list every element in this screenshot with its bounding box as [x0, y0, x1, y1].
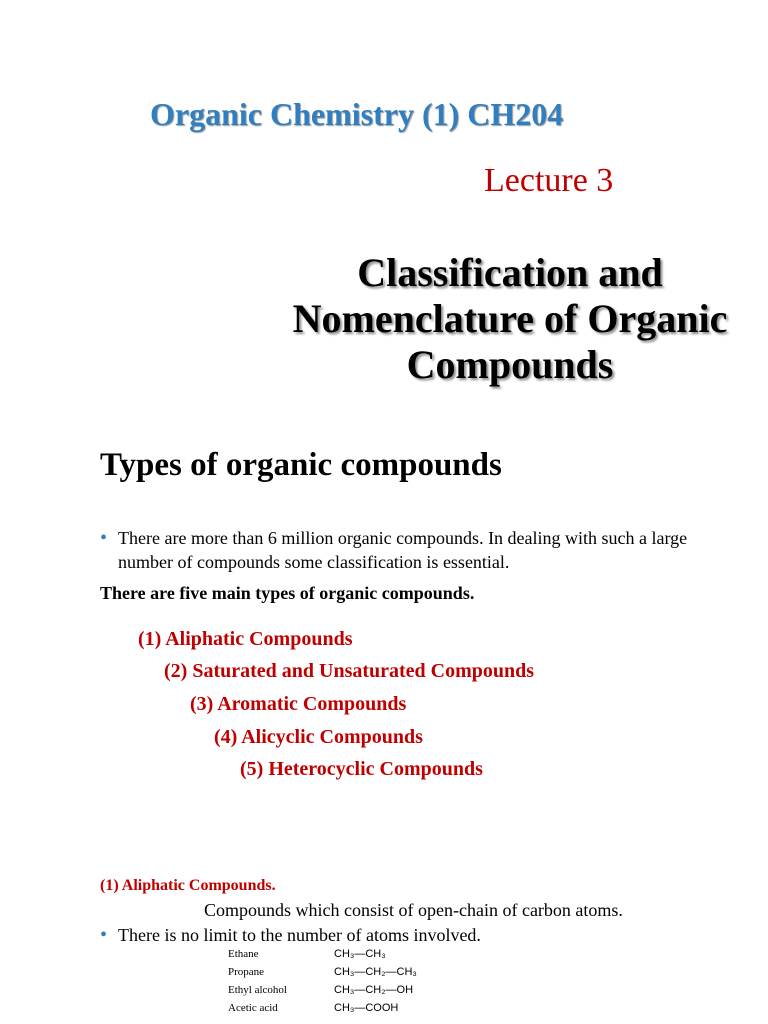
example-row — [228, 948, 498, 966]
compound-name: Propane — [228, 966, 265, 978]
examples-table — [228, 948, 498, 1020]
main-title — [240, 250, 768, 388]
course-title: Organic Chemistry (1) CH204 — [150, 96, 564, 132]
bullet-icon: • — [100, 924, 108, 946]
aliphatic-definition: Compounds which consist of open-chain of carbon atoms. — [204, 900, 623, 920]
section-heading: Types of organic compounds — [100, 447, 502, 483]
type-item: (4) Alicyclic Compounds — [214, 726, 423, 748]
limit-bullet-text: There is no limit to the number of atoms involved. — [118, 925, 481, 945]
example-row — [228, 966, 498, 984]
lecture-label: Lecture 3 — [484, 162, 614, 199]
intro-bullet — [100, 526, 720, 574]
compound-formula: CH₃—CH₃ — [334, 948, 386, 960]
five-types-statement: There are five main types of organic compounds. — [100, 583, 475, 603]
bullet-icon: • — [100, 527, 108, 549]
compound-formula: CH₃—CH₂—OH — [334, 984, 414, 996]
title-line: Classification and — [357, 250, 663, 295]
type-item: (3) Aromatic Compounds — [190, 693, 407, 715]
example-row — [228, 1002, 498, 1020]
aliphatic-heading: (1) Aliphatic Compounds. — [100, 877, 276, 894]
intro-bullet-text: There are more than 6 million organic compounds. In dealing with such a large number of compounds some classification is essential. — [118, 528, 688, 572]
compound-name: Acetic acid — [228, 1002, 278, 1014]
compound-formula: CH₃—COOH — [334, 1002, 399, 1014]
type-item: (1) Aliphatic Compounds — [138, 628, 353, 650]
limit-bullet — [100, 923, 481, 947]
title-line: Compounds — [406, 342, 614, 387]
title-line: Nomenclature of Organic — [292, 296, 728, 341]
example-row — [228, 984, 498, 1002]
compound-name: Ethyl alcohol — [228, 984, 287, 996]
compound-name: Ethane — [228, 948, 259, 960]
type-item: (5) Heterocyclic Compounds — [240, 758, 483, 780]
type-item: (2) Saturated and Unsaturated Compounds — [164, 660, 535, 682]
compound-formula: CH₃—CH₂—CH₃ — [334, 966, 417, 978]
